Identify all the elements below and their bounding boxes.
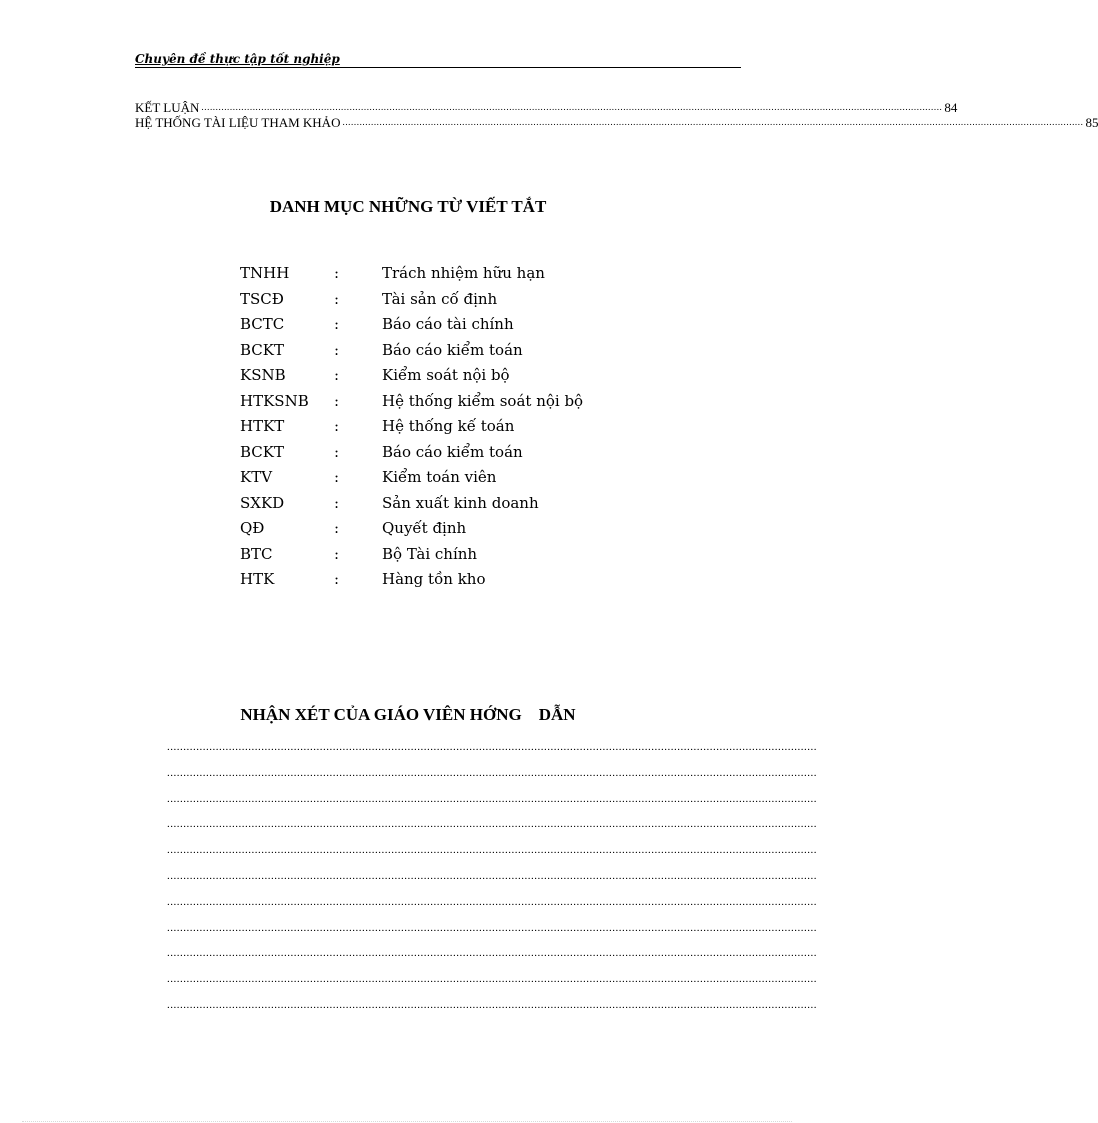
toc-entry-page: 84 (944, 100, 958, 115)
abbreviation-separator: : (334, 544, 340, 563)
abbreviation-meaning: Hệ thống kiểm soát nội bộ (382, 391, 584, 410)
abbreviation-row (240, 312, 640, 338)
abbreviation-meaning: Báo cáo tài chính (382, 315, 514, 333)
abbreviation-code: SXKD (240, 493, 285, 512)
dotted-writing-line: ........................................................................................................................................................................................................ (167, 792, 817, 805)
dotted-writing-line: ........................................................................................................................................................................................................ (167, 844, 817, 857)
dotted-writing-line: ........................................................................................................................................................................................................ (167, 895, 817, 908)
abbreviation-meaning: Quyết định (382, 519, 467, 537)
toc-entry-page: 85 (1085, 115, 1098, 130)
abbreviation-meaning: Hàng tồn kho (382, 570, 486, 588)
abbreviation-separator: : (334, 340, 340, 359)
abbreviation-separator: : (334, 493, 340, 512)
abbreviation-code: HTKT (240, 417, 285, 435)
abbreviation-row (240, 567, 640, 593)
abbreviations-heading: DANH MỤC NHỮNG TỪ VIẾT TẮT (269, 197, 547, 216)
abbreviation-meaning: Sản xuất kinh doanh (382, 493, 539, 512)
running-header (135, 50, 741, 68)
abbreviation-separator: : (334, 391, 340, 410)
abbreviation-separator: : (334, 442, 340, 461)
abbreviation-separator: : (334, 519, 340, 537)
abbreviation-row (240, 542, 640, 568)
dotted-writing-line: ........................................................................................................................................................................................................ (167, 869, 817, 882)
dotted-writing-line: ........................................................................................................................................................................................................ (167, 766, 817, 779)
abbreviation-code: TSCĐ (240, 289, 284, 308)
abbreviation-code: TNHH (240, 264, 290, 282)
abbreviation-meaning: Báo cáo kiểm toán (382, 442, 523, 461)
abbreviation-code: HTKSNB (240, 391, 309, 410)
toc-entry (135, 100, 958, 115)
dotted-writing-line: ........................................................................................................................................................................................................ (167, 947, 817, 960)
toc-entry (135, 115, 1098, 130)
abbreviations-list (240, 261, 640, 593)
abbreviation-row (240, 338, 640, 364)
page-bottom-divider (22, 1121, 792, 1122)
abbreviation-code: BCKT (240, 442, 284, 461)
abbreviation-row (240, 414, 640, 440)
abbreviation-meaning: Tài sản cố định (382, 289, 498, 308)
abbreviation-separator: : (334, 417, 340, 435)
advisor-comments-heading: NHẬN XÉT CỦA GIÁO VIÊN HỚNG DẪN (240, 705, 576, 724)
abbreviation-meaning: Hệ thống kế toán (382, 417, 515, 435)
abbreviation-row (240, 261, 640, 287)
toc-leader-dots: .................................................................................................................................................................................................................................................................... (201, 102, 943, 112)
abbreviation-code: BCTC (240, 315, 285, 333)
dotted-writing-line: ........................................................................................................................................................................................................ (167, 921, 817, 934)
abbreviation-separator: : (334, 570, 340, 588)
abbreviation-row (240, 363, 640, 389)
toc-entry-title: HỆ THỐNG TÀI LIỆU THAM KHẢO (135, 115, 341, 130)
abbreviation-code: KTV (240, 468, 273, 486)
dotted-writing-line: ........................................................................................................................................................................................................ (167, 818, 817, 831)
abbreviation-row (240, 465, 640, 491)
table-of-contents (135, 100, 1098, 130)
abbreviation-separator: : (334, 315, 340, 333)
abbreviation-separator: : (334, 468, 340, 486)
abbreviation-meaning: Kiểm soát nội bộ (382, 366, 510, 384)
abbreviation-separator: : (334, 366, 340, 384)
dotted-writing-line: ........................................................................................................................................................................................................ (167, 998, 817, 1011)
abbreviation-meaning: Bộ Tài chính (382, 544, 478, 563)
abbreviation-row (240, 491, 640, 517)
abbreviation-separator: : (334, 264, 340, 282)
abbreviation-row (240, 440, 640, 466)
abbreviation-code: KSNB (240, 366, 286, 384)
toc-leader-dots: .................................................................................................................................................................................................................................................................... (342, 117, 1084, 127)
dotted-writing-line: ........................................................................................................................................................................................................ (167, 741, 817, 753)
toc-entry-title: KẾT LUẬN (135, 100, 200, 115)
dotted-writing-line: ........................................................................................................................................................................................................ (167, 973, 817, 986)
abbreviation-code: HTK (240, 570, 275, 588)
running-header-title: Chuyên đề thực tập tốt nghiệp (135, 52, 340, 66)
abbreviation-code: QĐ (240, 519, 265, 537)
abbreviation-code: BCKT (240, 340, 284, 359)
abbreviation-separator: : (334, 289, 340, 308)
abbreviation-meaning: Báo cáo kiểm toán (382, 340, 523, 359)
advisor-comments-area (167, 741, 817, 1025)
abbreviation-row (240, 516, 640, 542)
abbreviation-meaning: Kiểm toán viên (382, 468, 497, 486)
abbreviation-row (240, 389, 640, 415)
abbreviation-row (240, 287, 640, 313)
abbreviation-meaning: Trách nhiệm hữu hạn (382, 264, 545, 282)
abbreviation-code: BTC (240, 544, 273, 563)
